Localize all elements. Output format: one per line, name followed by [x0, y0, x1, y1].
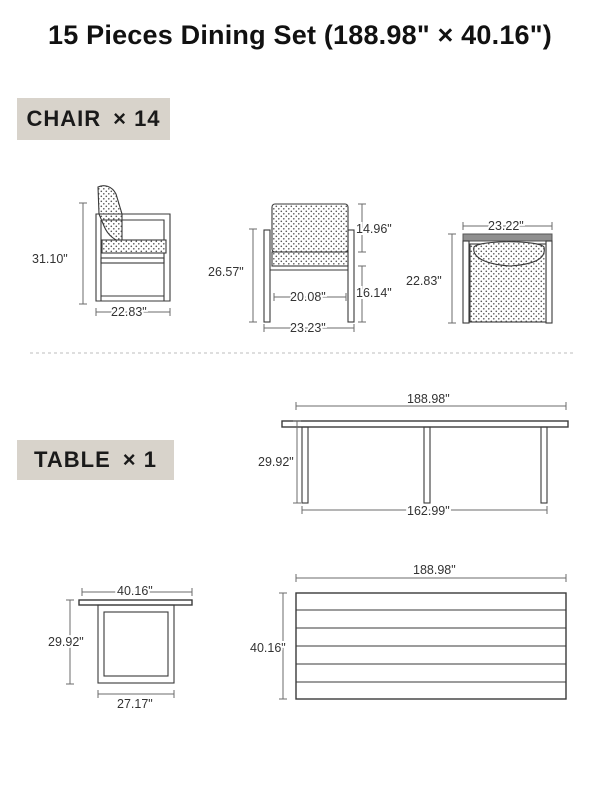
chair-side-height-label: 31.10"	[32, 252, 68, 266]
table-side-frame	[98, 605, 174, 683]
chair-side-depth-label: 22.83"	[111, 305, 147, 319]
table-side-height-label: 29.92"	[48, 635, 84, 649]
chair-front-back-cushion	[272, 204, 348, 252]
table-side-base-width-label: 27.17"	[117, 697, 153, 711]
chair-badge-count: × 14	[113, 106, 161, 131]
table-front-leg-span-label: 162.99"	[407, 504, 450, 518]
table-side-view	[48, 584, 192, 711]
page-title: 15 Pieces Dining Set (188.98" × 40.16")	[48, 20, 552, 50]
table-front-height-label: 29.92"	[258, 455, 294, 469]
chair-front-seat-cushion	[272, 252, 348, 266]
chair-front-right-arm	[348, 230, 354, 322]
table-front-leg	[302, 427, 308, 503]
table-side-top	[79, 600, 192, 605]
table-top-length-label: 188.98"	[413, 563, 456, 577]
table-top-width-label: 40.16"	[250, 641, 286, 655]
table-front-view	[258, 392, 568, 518]
chair-top-backrest	[463, 234, 552, 241]
table-front-top	[282, 421, 568, 427]
table-badge-count: × 1	[122, 447, 157, 472]
chair-front-seat-height-label: 16.14"	[356, 286, 392, 300]
table-front-leg	[424, 427, 430, 503]
chair-front-total-height-label: 26.57"	[208, 265, 244, 279]
chair-top-view	[406, 219, 552, 323]
table-front-leg	[541, 427, 547, 503]
chair-top-width-label: 23.22"	[488, 219, 524, 233]
chair-badge-label: CHAIR	[26, 106, 102, 131]
chair-front-back-height-label: 14.96"	[356, 222, 392, 236]
chair-front-seat-width-label: 20.08"	[290, 290, 326, 304]
table-top-view	[250, 563, 566, 699]
table-front-length-label: 188.98"	[407, 392, 450, 406]
table-badge-label: TABLE	[34, 447, 111, 472]
chair-side-view	[32, 186, 170, 319]
chair-top-depth-label: 22.83"	[406, 274, 442, 288]
chair-front-view	[208, 204, 392, 335]
chair-side-seat-cushion	[102, 240, 166, 253]
chair-front-width-label: 23.23"	[290, 321, 326, 335]
table-side-width-label: 40.16"	[117, 584, 153, 598]
chair-front-left-arm	[264, 230, 270, 322]
